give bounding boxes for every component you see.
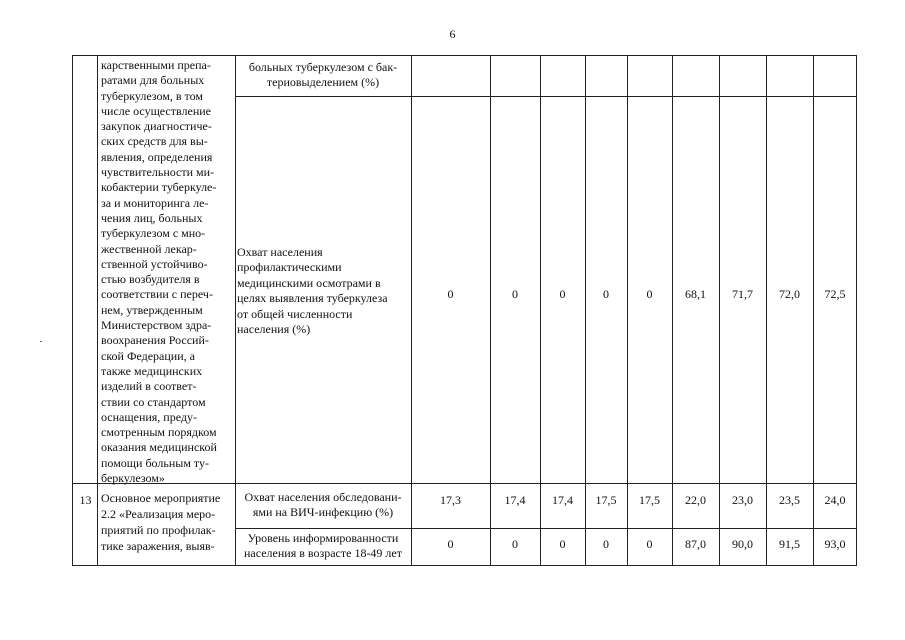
- value-cell: 0: [447, 287, 454, 301]
- value-cell: 72,5: [824, 287, 846, 301]
- value-cell: 0: [646, 287, 653, 301]
- column-divider: [540, 56, 541, 565]
- value-cell: 23,0: [732, 493, 753, 507]
- value-cell: 0: [559, 287, 566, 301]
- value-cell: 0: [559, 537, 566, 551]
- value-cell: 68,1: [685, 287, 706, 301]
- indicator-table: [72, 55, 857, 566]
- column-divider: [490, 56, 491, 565]
- scan-speck: [40, 341, 42, 342]
- column-divider: [627, 56, 628, 565]
- value-cell: 0: [603, 287, 609, 301]
- column-divider: [766, 56, 767, 565]
- indicator-name: Охват населения профилактическими медицинскими осмотрами в целях выявления туберкулеза от общей численности населения (%): [237, 245, 388, 337]
- value-cell: 17,5: [639, 493, 660, 507]
- value-cell: 91,5: [779, 537, 800, 551]
- value-cell: 71,7: [732, 287, 753, 301]
- value-cell: 17,3: [440, 493, 461, 507]
- value-cell: 17,4: [504, 493, 526, 507]
- value-cell: 0: [603, 537, 609, 551]
- row-number: 13: [79, 493, 92, 507]
- value-cell: 0: [512, 287, 518, 301]
- value-cell: 17,5: [595, 493, 617, 507]
- page-number: 6: [449, 27, 456, 41]
- column-divider: [813, 56, 814, 565]
- value-cell: 24,0: [824, 493, 846, 507]
- column-divider: [411, 56, 412, 565]
- column-divider: [719, 56, 720, 565]
- value-cell: 23,5: [779, 493, 800, 507]
- value-cell: 0: [646, 537, 653, 551]
- column-divider: [672, 56, 673, 565]
- value-cell: 22,0: [685, 493, 706, 507]
- indicator-name: Охват населения обследовани- ями на ВИЧ-инфекцию (%): [244, 490, 402, 520]
- indicator-name: больных туберкулезом с бак- териовыделением (%): [248, 60, 398, 90]
- value-cell: 0: [512, 537, 518, 551]
- activity-description: Основное мероприятие 2.2 «Реализация меро- приятий по профилак- тике заражения, выяв-: [101, 491, 221, 553]
- column-divider: [585, 56, 586, 565]
- value-cell: 17,4: [552, 493, 573, 507]
- value-cell: 93,0: [824, 537, 846, 551]
- value-cell: 72,0: [779, 287, 800, 301]
- value-cell: 0: [447, 537, 454, 551]
- row-divider: [235, 96, 856, 97]
- value-cell: 90,0: [732, 537, 753, 551]
- row-divider: [235, 528, 856, 529]
- indicator-name: Уровень информированности населения в возрасте 18-49 лет: [244, 531, 402, 561]
- value-cell: 87,0: [685, 537, 706, 551]
- activity-description: карственными препа- ратами для больных туберкулезом, в том числе осуществление закупок диагностиче- ских средств для вы- явления, определения чувствительности ми- кобактерии туберкуле- за и мониторинга ле- чения лиц, больных туберкулезом с мно- жественной лекар- ственной устойчиво- стью возбудителя в соответствии с переч- нем, утвержденным Министерством здра- воохранения Россий- ской Федерации, а также медицинских изделий в соответ- ствии со стандартом оснащения, преду- смотренным порядком оказания медицинской помощи больным ту- беркулезом»: [101, 58, 217, 486]
